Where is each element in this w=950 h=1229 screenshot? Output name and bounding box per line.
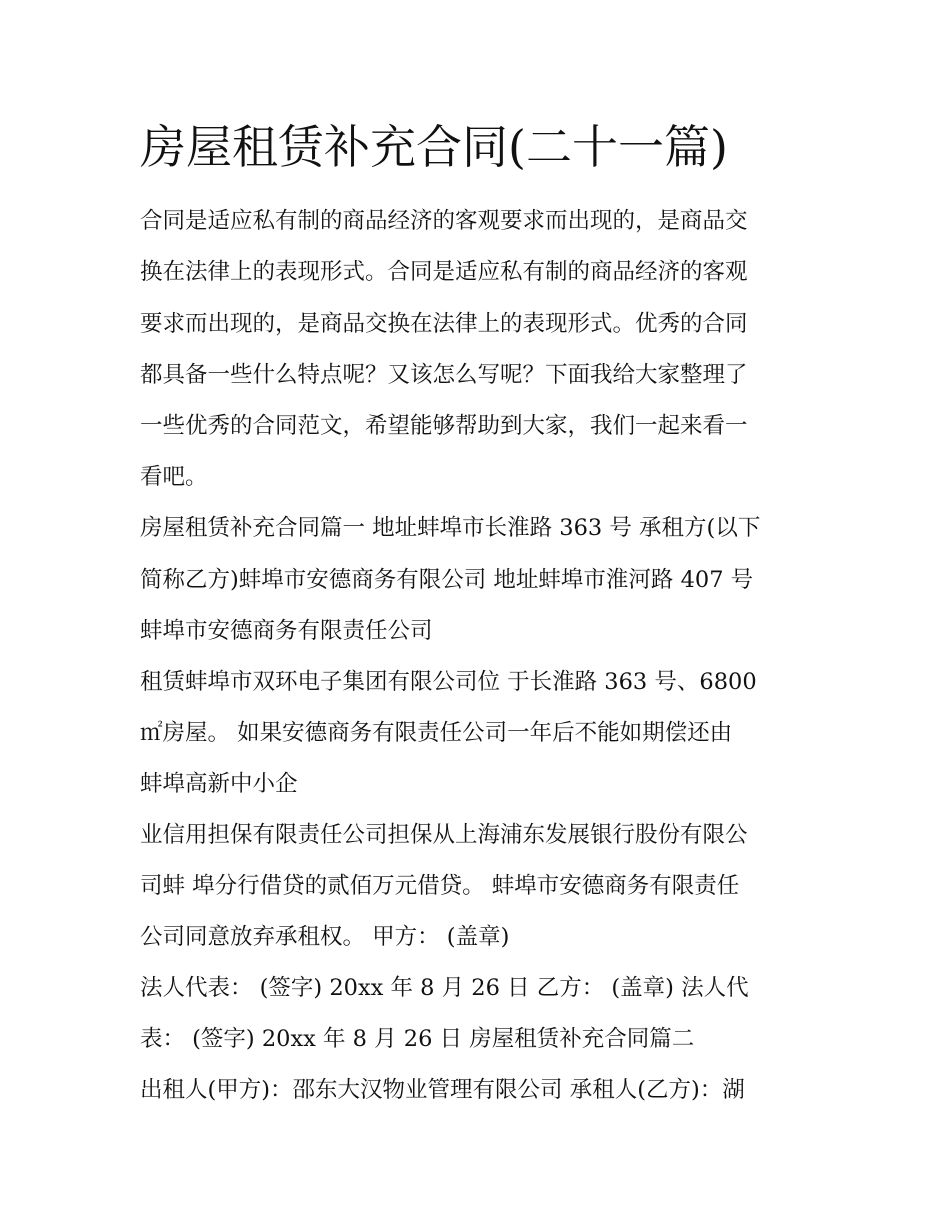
text-line-10: 租赁蚌埠市双环电子集团有限公司位 于长淮路 363 号、6800 bbox=[140, 669, 757, 695]
text-line-1: 合同是适应私有制的商品经济的客观要求而出现的，是商品交 bbox=[140, 208, 748, 234]
text-line-8: 简称乙方)蚌埠市安德商务有限公司 地址蚌埠市淮河路 407 号 bbox=[140, 567, 754, 593]
text-line-9: 蚌埠市安德商务有限责任公司 bbox=[140, 618, 433, 644]
text-line-11: ㎡房屋。 如果安德商务有限责任公司一年后不能如期偿还由 bbox=[140, 720, 733, 746]
text-line-5: 一些优秀的合同范文，希望能够帮助到大家，我们一起来看一 bbox=[140, 413, 748, 439]
text-line-2: 换在法律上的表现形式。合同是适应私有制的商品经济的客观 bbox=[140, 259, 748, 285]
text-line-17: 表： (签字) 20xx 年 8 月 26 日 房屋租赁补充合同篇二 bbox=[140, 1026, 695, 1052]
text-line-15: 公司同意放弃承租权。 甲方： (盖章) bbox=[140, 924, 510, 950]
document-title: 房屋租赁补充合同(二十一篇) bbox=[140, 120, 728, 174]
text-line-4: 都具备一些什么特点呢？又该怎么写呢？下面我给大家整理了 bbox=[140, 362, 748, 388]
text-line-6: 看吧。 bbox=[140, 464, 208, 490]
text-line-12: 蚌埠高新中小企 bbox=[140, 771, 298, 797]
text-line-3: 要求而出现的，是商品交换在法律上的表现形式。优秀的合同 bbox=[140, 311, 748, 337]
text-line-14: 司蚌 埠分行借贷的贰佰万元借贷。 蚌埠市安德商务有限责任 bbox=[140, 873, 740, 899]
text-line-7: 房屋租赁补充合同篇一 地址蚌埠市长淮路 363 号 承租方(以下 bbox=[140, 515, 761, 541]
text-line-13: 业信用担保有限责任公司担保从上海浦东发展银行股份有限公 bbox=[140, 822, 748, 848]
text-line-16: 法人代表： (签字) 20xx 年 8 月 26 日 乙方： (盖章) 法人代 bbox=[140, 975, 749, 1001]
text-line-18: 出租人(甲方)：邵东大汉物业管理有限公司 承租人(乙方)：湖 bbox=[140, 1077, 745, 1103]
